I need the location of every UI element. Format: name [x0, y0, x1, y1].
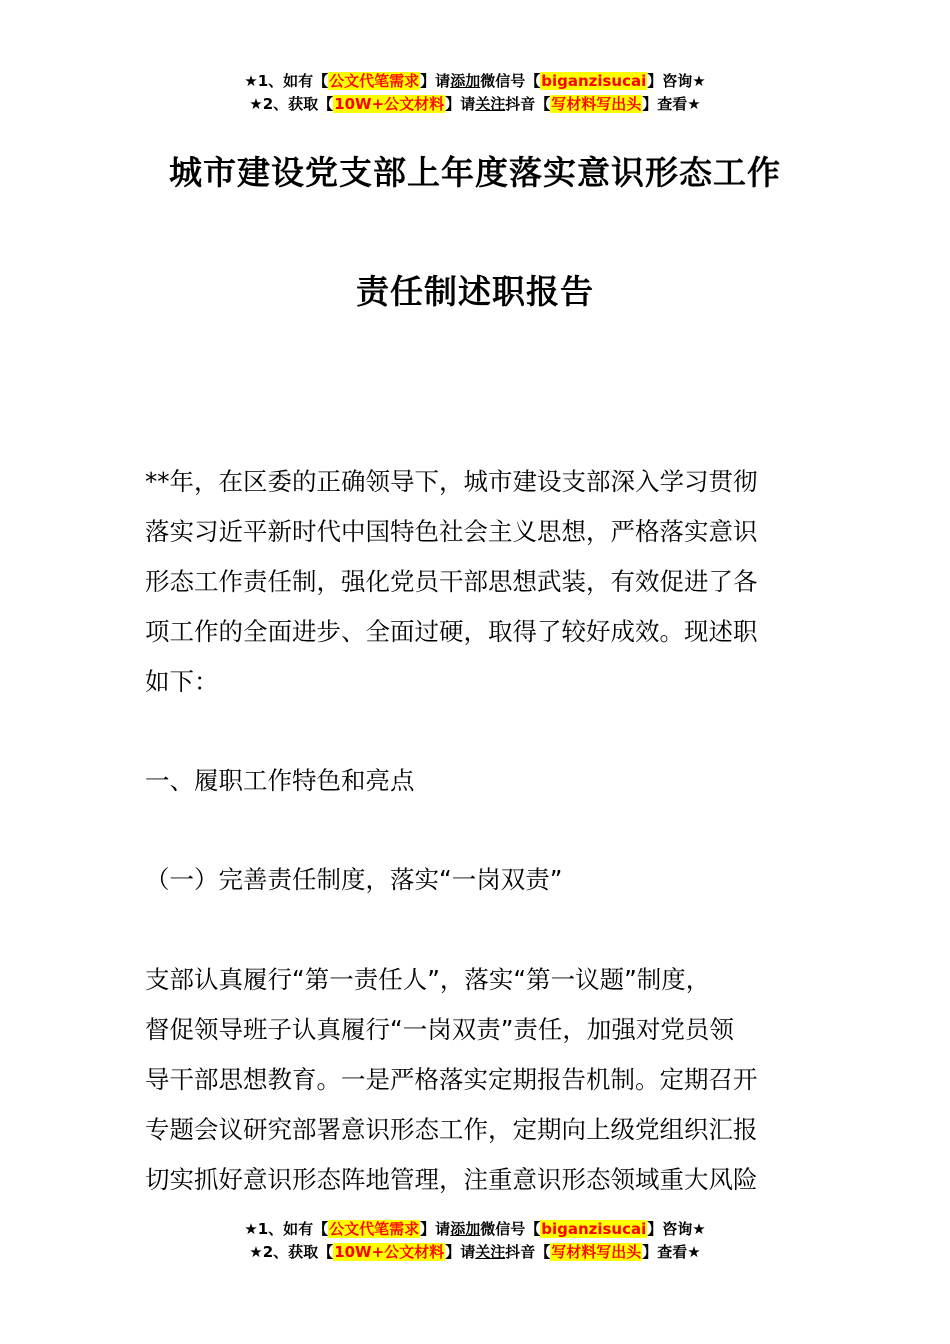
promo-banner-bottom [0, 1218, 950, 1264]
promo-text: 】查看★ [642, 95, 701, 113]
paragraph-line: 支部认真履行“第一责任人”，落实“第一议题”制度， [145, 965, 711, 994]
promo-line-2 [0, 93, 950, 116]
promo-line-2 [0, 1241, 950, 1264]
promo-text: ★1、如有【 [244, 72, 329, 90]
promo-underlined: 关注 [475, 95, 506, 113]
paragraph-line: 专题会议研究部署意识形态工作，定期向上级党组织汇报 [145, 1115, 758, 1144]
promo-highlight: 公文代笔需求 [329, 1220, 420, 1238]
promo-douyin-id: 写材料写出头 [551, 95, 642, 113]
promo-text: ★2、获取【 [249, 95, 334, 113]
section-heading-text: 一、履职工作特色和亮点 [145, 766, 415, 795]
paragraph-line: 形态工作责任制，强化党员干部思想武装，有效促进了各 [145, 567, 758, 596]
paragraph-line: 切实抓好意识形态阵地管理，注重意识形态领域重大风险 [145, 1165, 758, 1194]
promo-text: 】咨询★ [647, 1220, 706, 1238]
promo-text: 】请 [445, 1243, 476, 1261]
page-title-line-2: 责任制述职报告 [356, 272, 594, 311]
section-heading [145, 756, 810, 806]
subsection-heading-text: （一）完善责任制度，落实“一岗双责” [145, 865, 563, 894]
promo-underlined: 添加 [450, 72, 481, 90]
subsection-heading [145, 855, 810, 905]
promo-highlight: 10W+公文材料 [334, 95, 445, 113]
promo-text: 抖音【 [505, 1243, 551, 1261]
promo-douyin-id: 写材料写出头 [551, 1243, 642, 1261]
promo-text: 】请 [420, 1220, 451, 1238]
paragraph-line: 导干部思想教育。一是严格落实定期报告机制。定期召开 [145, 1065, 758, 1094]
paragraph-line: 项工作的全面进步、全面过硬，取得了较好成效。现述职 [145, 617, 758, 646]
promo-highlight: 10W+公文材料 [334, 1243, 445, 1261]
promo-line-1 [0, 1218, 950, 1241]
paragraph-line: 督促领导班子认真履行“一岗双责”责任，加强对党员领 [145, 1015, 734, 1044]
paragraph-line: 如下： [145, 667, 219, 696]
promo-text: 】查看★ [642, 1243, 701, 1261]
paragraph-line: **年，在区委的正确领导下，城市建设支部深入学习贯彻 [145, 467, 758, 496]
promo-text: ★2、获取【 [249, 1243, 334, 1261]
promo-text: 】请 [420, 72, 451, 90]
promo-text: 抖音【 [505, 95, 551, 113]
promo-text: 微信号【 [480, 1220, 541, 1238]
promo-text: 】咨询★ [647, 72, 706, 90]
promo-line-1 [0, 70, 950, 93]
promo-text: 微信号【 [480, 72, 541, 90]
body-paragraph [145, 955, 810, 1205]
promo-wechat-id: biganzisucai [541, 72, 647, 90]
page-title-line-1: 城市建设党支部上年度落实意识形态工作 [169, 153, 781, 192]
intro-paragraph [145, 457, 810, 707]
promo-highlight: 公文代笔需求 [329, 72, 420, 90]
promo-text: ★1、如有【 [244, 1220, 329, 1238]
promo-wechat-id: biganzisucai [541, 1220, 647, 1238]
paragraph-line: 落实习近平新时代中国特色社会主义思想，严格落实意识 [145, 517, 758, 546]
promo-underlined: 添加 [450, 1220, 481, 1238]
promo-banner-top [0, 70, 950, 116]
promo-underlined: 关注 [475, 1243, 506, 1261]
promo-text: 】请 [445, 95, 476, 113]
